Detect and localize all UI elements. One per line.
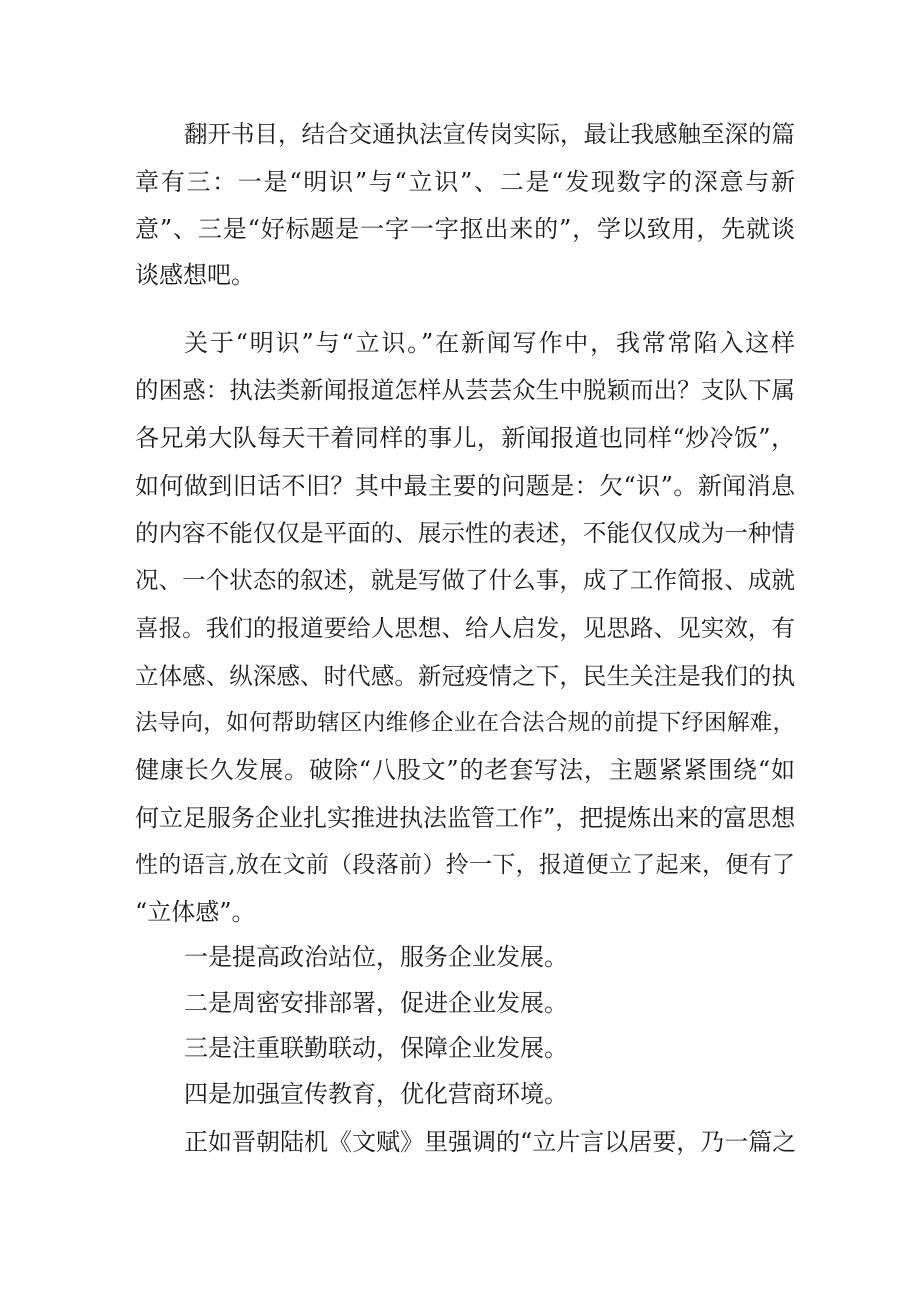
- text-line: “立体感”。: [135, 898, 256, 926]
- text-line: 翻开书目，结合交通执法宣传岗实际，最让我感触至深的篇: [184, 120, 795, 148]
- text-line: 况、一个状态的叙述，就是写做了什么事，成了工作简报、成就: [135, 566, 795, 594]
- text-line: 如何做到旧话不旧？其中最主要的问题是：欠“识”。新闻消息: [135, 472, 795, 500]
- list-item-3: 三是注重联勤联动，保障企业发展。: [184, 1034, 568, 1062]
- text-line: 立体感、纵深感、时代感。新冠疫情之下，民生关注是我们的执: [135, 662, 795, 690]
- text-line: 何立足服务企业扎实推进执法监管工作”，把提炼出来的富思想: [135, 804, 796, 832]
- list-item-1: 一是提高政治站位，服务企业发展。: [184, 943, 568, 971]
- text-line: 性的语言,放在文前（段落前）拎一下，报道便立了起来，便有了: [135, 852, 795, 878]
- text-line: 章有三：一是“明识”与“立识”、二是“发现数字的深意与新: [135, 168, 795, 196]
- text-line: 喜报。我们的报道要给人思想、给人启发，见思路、见实效，有: [135, 614, 795, 642]
- text-line: 各兄弟大队每天干着同样的事儿，新闻报道也同样“炒冷饭”，: [135, 424, 795, 452]
- text-line: 的困惑：执法类新闻报道怎样从芸芸众生中脱颖而出？支队下属: [135, 376, 795, 404]
- text-line: 意”、三是“好标题是一字一字抠出来的”，学以致用，先就谈: [135, 215, 795, 243]
- list-item-2: 二是周密安排部署，促进企业发展。: [184, 989, 568, 1017]
- text-line: 健康长久发展。破除“八股文”的老套写法，主题紧紧围绕“如: [135, 756, 795, 784]
- text-line: 谈感想吧。: [135, 261, 255, 289]
- text-line: 法导向，如何帮助辖区内维修企业在合法合规的前提下纾困解难，: [135, 710, 795, 736]
- text-line: 关于“明识”与“立识。”在新闻写作中，我常常陷入这样: [184, 329, 795, 357]
- list-item-4: 四是加强宣传教育，优化营商环境。: [184, 1080, 568, 1108]
- paragraph-final: 正如晋朝陆机《文赋》里强调的“立片言以居要，乃一篇之: [184, 1128, 797, 1156]
- text-line: 的内容不能仅仅是平面的、展示性的表述，不能仅仅成为一种情: [135, 519, 795, 547]
